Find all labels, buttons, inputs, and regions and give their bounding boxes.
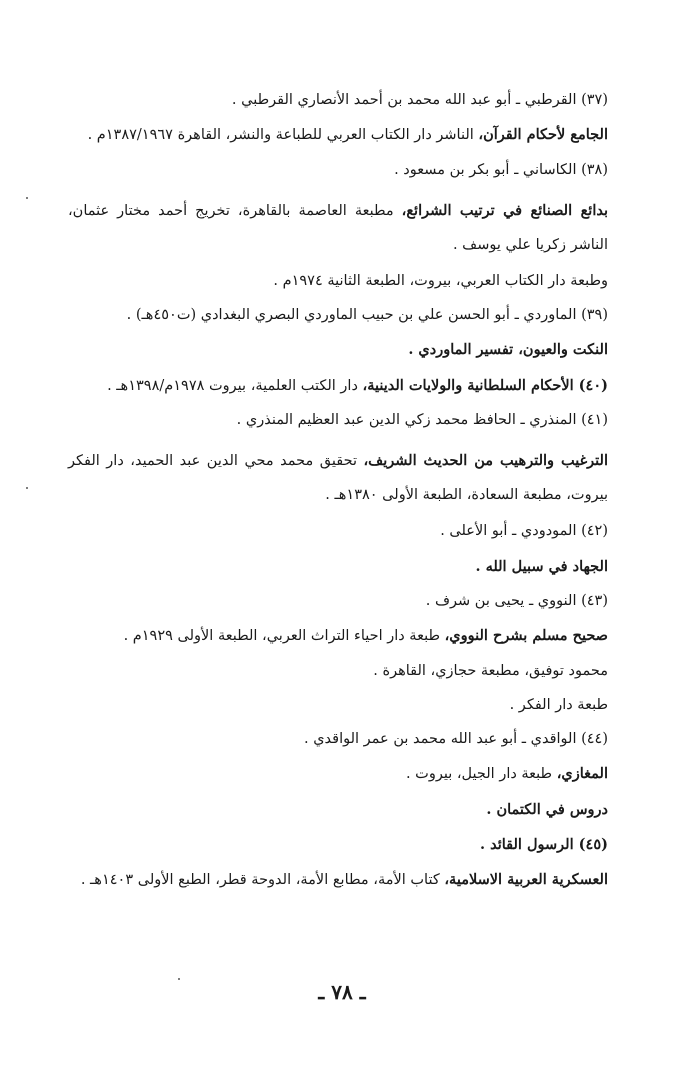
scan-speck: [178, 978, 180, 980]
bibliography-list: [68, 90, 608, 905]
bibliography-line-43-edition-a: محمود توفيق، مطبعة حجازي، القاهرة .: [373, 662, 608, 679]
bibliography-line-39-author: (٣٩) الماوردي ـ أبو الحسن علي بن حبيب الماوردي البصري البغدادي (ت٤٥٠هـ) .: [126, 307, 608, 324]
bibliography-line-43-author: (٤٣) النووي ـ يحيى بن شرف .: [425, 592, 608, 609]
bibliography-line-42-work: الجهاد في سبيل الله .: [475, 557, 608, 575]
bibliography-line-44-work: المغازي، طبعة دار الجيل، بيروت .: [405, 765, 608, 783]
bibliography-line-38-edition: وطبعة دار الكتاب العربي، بيروت، الطبعة الثانية ١٩٧٤م .: [273, 272, 608, 289]
scan-speck: [26, 487, 28, 489]
bibliography-line-38-work: بدائع الصنائع في ترتيب الشرائع، مطبعة العاصمة بالقاهرة، تخريج أحمد مختار عثمان، الناشر زكريا علي يوسف .: [68, 201, 608, 253]
bibliography-line-45-work-b: العسكرية العربية الاسلامية، كتاب الأمة، مطابع الأمة، الدوحة قطر، الطبع الأولى ١٤٠٣هـ .: [80, 871, 608, 889]
bibliography-line-44-author: (٤٤) الواقدي ـ أبو عبد الله محمد بن عمر الواقدي .: [303, 731, 608, 748]
bibliography-line-37-work: الجامع لأحكام القرآن، الناشر دار الكتاب العربي للطباعة والنشر، القاهرة ١٣٨٧/١٩٦٧م .: [87, 126, 608, 144]
bibliography-line-38-author: (٣٨) الكاساني ـ أبو بكر بن مسعود .: [394, 161, 608, 178]
bibliography-line-41-author: (٤١) المنذري ـ الحافظ محمد زكي الدين عبد العظيم المنذري .: [236, 412, 608, 429]
bibliography-line-41-work: الترغيب والترهيب من الحديث الشريف، تحقيق محمد محي الدين عبد الحميد، دار الفكر بيروت، مطبعة السعادة، الطبعة الأولى ١٣٨٠هـ .: [68, 452, 608, 504]
bibliography-line-43-edition-b: طبعة دار الفكر .: [509, 696, 608, 713]
bibliography-line-44-work-b: دروس في الكتمان .: [486, 800, 608, 818]
scan-speck: [26, 197, 28, 199]
bibliography-line-37-author: (٣٧) القرطبي ـ أبو عبد الله محمد بن أحمد الأنصاري القرطبي .: [231, 92, 608, 108]
bibliography-line-42-author: (٤٢) المودودي ـ أبو الأعلى .: [440, 523, 608, 540]
page-number: ـ ٧٨ ـ: [318, 980, 366, 1004]
bibliography-line-45-work: (٤٥) الرسول القائد .: [480, 836, 608, 854]
bibliography-line-40-work: (٤٠) الأحكام السلطانية والولايات الدينية، دار الكتب العلمية، بيروت ١٩٧٨م/١٣٩٨هـ .: [107, 376, 608, 394]
bibliography-line-39-work: النكت والعيون، تفسير الماوردي .: [408, 341, 608, 359]
bibliography-line-43-work: صحيح مسلم بشرح النووي، طبعة دار احياء التراث العربي، الطبعة الأولى ١٩٢٩م .: [123, 627, 608, 645]
